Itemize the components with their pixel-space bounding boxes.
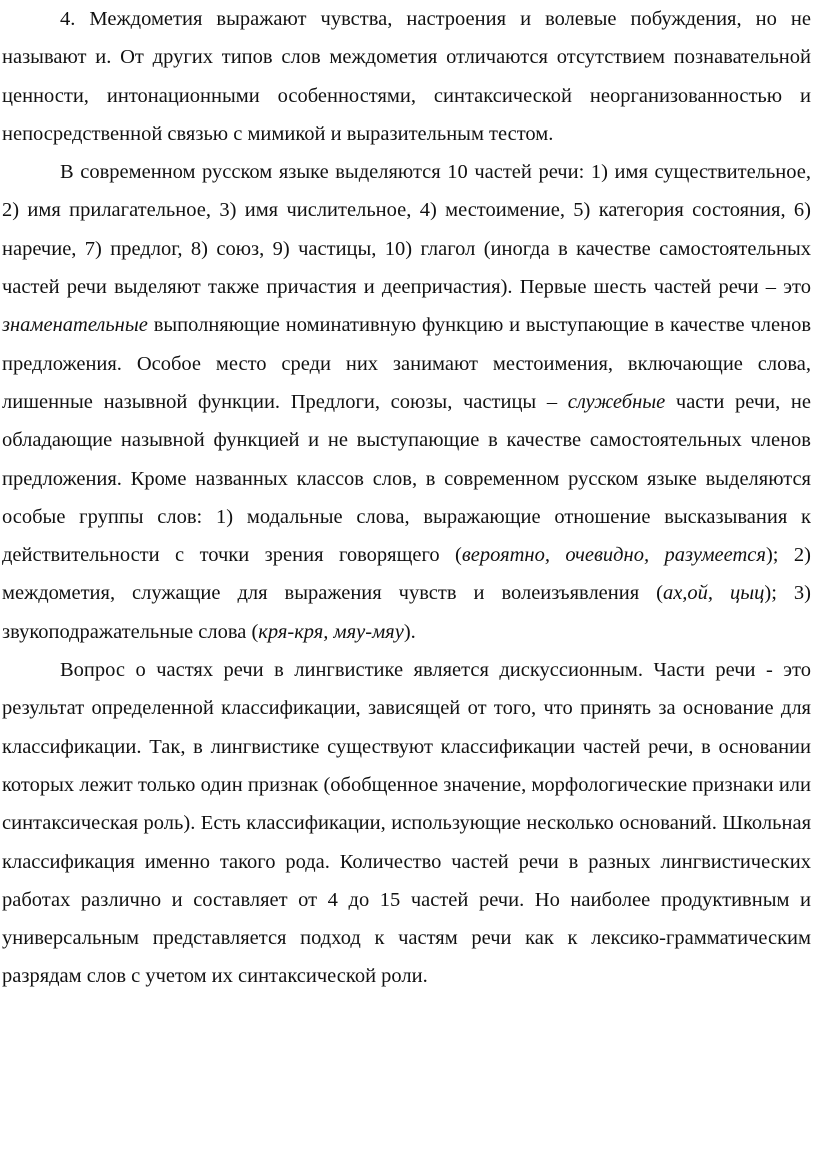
paragraph-text: ); 3) звукоподражательные слова ( — [2, 582, 811, 643]
italic-examples: кря-кря, мяу-мяу — [258, 620, 404, 643]
paragraph-text: 4. Междометия выражают чувства, настроения и волевые побуждения, но не называют и. От других типов слов междометия отличаются отсутствием познавательной ценности, интонационными особенностями, синтаксической неорганизованностью и непосредственной связью с мимикой и выразительным тестом. — [2, 8, 811, 145]
italic-term: служебные — [567, 390, 666, 413]
paragraph-interjections — [2, 0, 811, 153]
paragraph-classification-question — [2, 651, 811, 996]
paragraph-text: Вопрос о частях речи в лингвистике является дискуссионным. Части речи - это результат определенной классификации, зависящей от того, что принять за основание для классификации. Так, в лингвистике существуют классификации частей речи, в основании которых лежит только один признак (обобщенное значение, морфологические признаки или синтаксическая роль). Есть классификации, использующие несколько оснований. Школьная классификация именно такого рода. Количество частей речи в разных лингвистических работах различно и составляет от 4 до 15 частей речи. Но наиболее продуктивным и универсальным представляется подход к частям речи как к лексико-грамматическим разрядам слов с учетом их синтаксической роли. — [2, 659, 811, 988]
paragraph-text: ); 2) междометия, служащие для выражения чувств и волеизъявления ( — [2, 544, 811, 605]
paragraph-parts-of-speech — [2, 153, 811, 651]
italic-term: знаменательные — [2, 314, 148, 337]
paragraph-text: ). — [403, 620, 416, 643]
paragraph-text: выполняющие номинативную функцию и выступающие в качестве членов предложения. Особое место среди них занимают местоимения, включающие слова, лишенные назывной функции. Предлоги, союзы, частицы – — [2, 314, 811, 413]
italic-examples: вероятно, очевидно, разумеется — [461, 544, 766, 567]
paragraph-text: В современном русском языке выделяются 10 частей речи: 1) имя существительное, 2) имя прилагательное, 3) имя числительное, 4) местоимение, 5) категория состояния, 6) наречие, 7) предлог, 8) союз, 9) частицы, 10) глагол (иногда в качестве самостоятельных частей речи выделяют также причастия и деепричастия). Первые шесть частей речи – это — [2, 161, 811, 299]
italic-examples: ах,ой, цыц — [662, 582, 765, 605]
paragraph-text: части речи, не обладающие назывной функцией и не выступающие в качестве самостоятельных членов предложения. Кроме названных классов слов, в современном русском языке выделяются особые группы слов: 1) модальные слова, выражающие отношение высказывания к действительности с точки зрения говорящего ( — [2, 390, 811, 567]
